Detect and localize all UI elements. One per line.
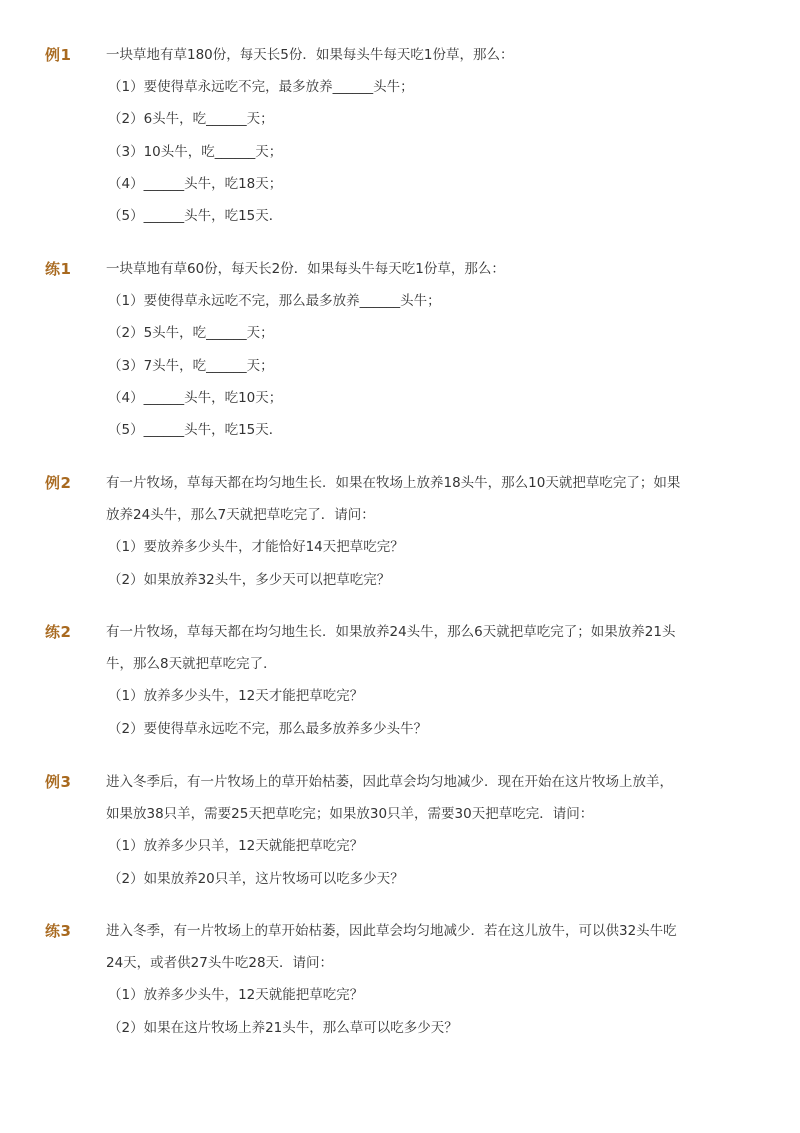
problem-label: 练2: [45, 623, 72, 641]
problem-label: 例1: [45, 46, 72, 64]
problem-stem-line: 如果放38只羊，需要25天把草吃完；如果放30只羊，需要30天把草吃完．请问：: [106, 806, 594, 822]
sub-question: （5）______头牛，吃15天．: [108, 208, 283, 224]
problem-stem-line: 进入冬季后，有一片牧场上的草开始枯萎，因此草会均匀地减少．现在开始在这片牧场上放羊，: [106, 774, 673, 790]
sub-question: （1）放养多少头牛，12天就能把草吃完？: [108, 987, 364, 1003]
sub-question: （2）6头牛，吃______天；: [108, 111, 274, 127]
sub-question: （4）______头牛，吃10天；: [108, 390, 283, 406]
problem-stem-line: 牛，那么8天就把草吃完了．: [106, 656, 277, 672]
problem-stem-line: 有一片牧场，草每天都在均匀地生长．如果在牧场上放养18头牛，那么10天就把草吃完了；如果: [106, 475, 681, 491]
sub-question: （2）5头牛，吃______天；: [108, 325, 274, 341]
problem-stem-line: 一块草地有草180份，每天长5份．如果每头牛每天吃1份草，那么：: [106, 47, 514, 63]
sub-question: （5）______头牛，吃15天．: [108, 422, 283, 438]
problem-label: 练1: [45, 260, 72, 278]
problem-stem-line: 有一片牧场，草每天都在均匀地生长．如果放养24头牛，那么6天就把草吃完了；如果放养21头: [106, 624, 676, 640]
sub-question: （1）放养多少头牛，12天才能把草吃完？: [108, 688, 364, 704]
sub-question: （1）要使得草永远吃不完，最多放养______头牛；: [108, 79, 414, 95]
problem-stem-line: 进入冬季，有一片牧场上的草开始枯萎，因此草会均匀地减少．若在这儿放牛，可以供32头牛吃: [106, 923, 677, 939]
sub-question: （2）如果放养20只羊，这片牧场可以吃多少天？: [108, 871, 404, 887]
problem-label: 例3: [45, 773, 72, 791]
sub-question: （1）要使得草永远吃不完，那么最多放养______头牛；: [108, 293, 441, 309]
problem-label: 例2: [45, 474, 72, 492]
sub-question: （1）要放养多少头牛，才能恰好14天把草吃完？: [108, 539, 404, 555]
problem-label: 练3: [45, 922, 72, 940]
sub-question: （2）如果放养32头牛，多少天可以把草吃完？: [108, 572, 391, 588]
sub-question: （2）如果在这片牧场上养21头牛，那么草可以吃多少天？: [108, 1020, 458, 1036]
sub-question: （3）7头牛，吃______天；: [108, 358, 274, 374]
sub-question: （4）______头牛，吃18天；: [108, 176, 283, 192]
problem-stem-line: 放养24头牛，那么7天就把草吃完了．请问：: [106, 507, 375, 523]
sub-question: （1）放养多少只羊，12天就能把草吃完？: [108, 838, 364, 854]
problem-stem-line: 一块草地有草60份，每天长2份．如果每头牛每天吃1份草，那么：: [106, 261, 505, 277]
problem-stem-line: 24天，或者供27头牛吃28天．请问：: [106, 955, 334, 971]
sub-question: （2）要使得草永远吃不完，那么最多放养多少头牛？: [108, 721, 428, 737]
sub-question: （3）10头牛，吃______天；: [108, 144, 283, 160]
